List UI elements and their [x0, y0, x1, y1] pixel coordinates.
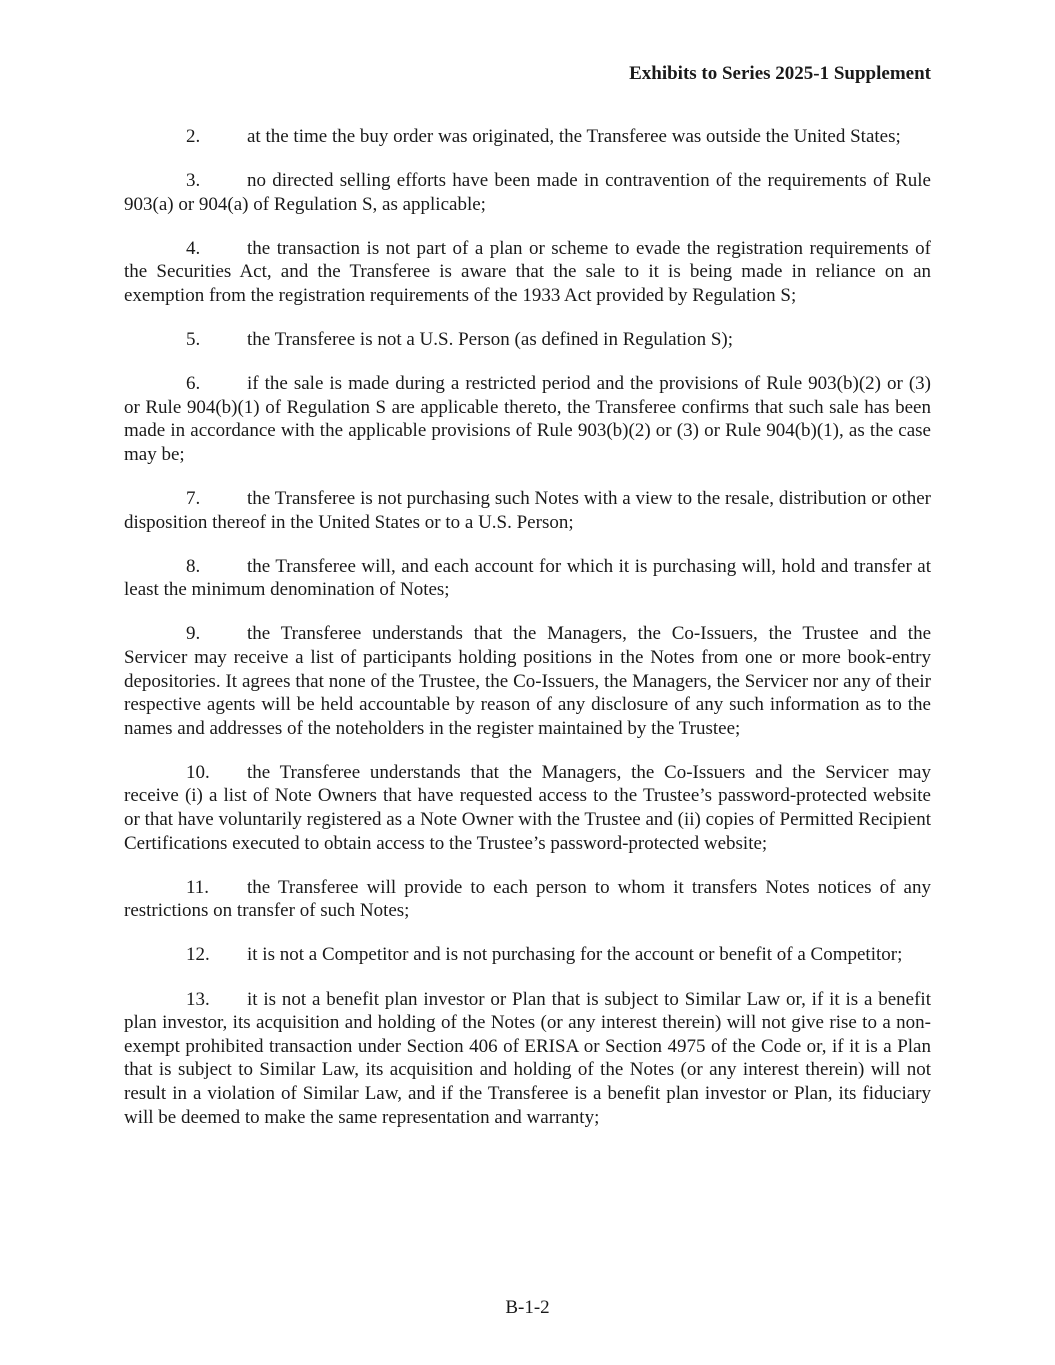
paragraph-number: 11. — [186, 876, 210, 898]
paragraph-number: 9. — [186, 623, 201, 645]
paragraph-text: no directed selling efforts have been made in contravention of the requirements of Rule 903(a) or 904(a) of Regulation S, as applicable; — [124, 170, 931, 215]
paragraph-number: 8. — [186, 555, 201, 577]
paragraph-text: it is not a Competitor and is not purchasing for the account or benefit of a Competitor; — [247, 944, 903, 966]
paragraph-text: the Transferee is not purchasing such Notes with a view to the resale, distribution or other disposition thereof in the United States or to a U.S. Person; — [124, 488, 931, 533]
paragraph-text: at the time the buy order was originated, the Transferee was outside the United States; — [247, 126, 901, 147]
paragraph-text: the Transferee will, and each account for which it is purchasing will, hold and transfer at least the minimum denomination of Notes; — [124, 555, 931, 601]
paragraph-text: the Transferee will provide to each person to whom it transfers Notes notices of any restrictions on transfer of such Notes; — [124, 876, 931, 922]
paragraph-9 — [124, 622, 931, 740]
paragraph-text: the Transferee is not a U.S. Person (as defined in Regulation S); — [247, 329, 734, 351]
paragraph-number: 10. — [186, 761, 210, 783]
paragraph-number: 2. — [186, 126, 201, 147]
paragraph-number: 5. — [186, 329, 201, 351]
paragraph-11 — [124, 876, 931, 923]
paragraph-number: 6. — [186, 373, 201, 395]
paragraph-text: the Transferee understands that the Managers, the Co-Issuers and the Servicer may receive (i) a list of Note Owners that have requested access to the Trustee’s password-protected website or that have voluntarily registered as a Note Owner with the Trustee and (ii) copies of Permitted Recipient Certifications executed to obtain access to the Trustee’s password-protected website; — [124, 761, 931, 854]
paragraph-text: it is not a benefit plan investor or Plan that is subject to Similar Law or, if it is a benefit plan investor, its acquisition and holding of the Notes (or any interest therein) will not give rise to a non-exempt prohibited transaction under Section 406 of ERISA or Section 4975 of the Code or, if it is a Plan that is subject to Similar Law, its acquisition and holding of the Notes (or any interest therein) will not result in a violation of Similar Law, and if the Transferee is a benefit plan investor or Plan, its fiduciary will be deemed to make the same representation and warranty; — [124, 988, 931, 1128]
paragraph-number: 3. — [186, 170, 201, 192]
paragraph-text: if the sale is made during a restricted period and the provisions of Rule 903(b)(2) or (3) or Rule 904(b)(1) of Regulation S are applicable thereto, the Transferee confirms that such sale has been made in accordance with the applicable provisions of Rule 903(b)(2) or (3) or Rule 904(b)(1), as the case may be; — [124, 373, 931, 465]
paragraph-2 — [124, 125, 931, 149]
paragraph-6 — [124, 372, 931, 466]
document-body — [124, 125, 931, 1150]
paragraph-8 — [124, 555, 931, 602]
paragraph-number: 7. — [186, 488, 201, 510]
paragraph-text: the Transferee understands that the Managers, the Co-Issuers, the Trustee and the Servicer may receive a list of participants holding positions in the Notes from one or more book-entry depositories. It agrees that none of the Trustee, the Co-Issuers, the Managers, the Servicer nor any of their respective agents will be held accountable by reason of any disclosure of any such information as to the names and addresses of the noteholders in the register maintained by the Trustee; — [124, 623, 931, 739]
page-number: B-1-2 — [505, 1297, 550, 1318]
paragraph-3 — [124, 169, 931, 216]
paragraph-13 — [124, 988, 931, 1130]
page-header-title: Exhibits to Series 2025-1 Supplement — [629, 63, 931, 84]
paragraph-10 — [124, 761, 931, 855]
paragraph-5 — [124, 328, 931, 352]
paragraph-4 — [124, 237, 931, 308]
paragraph-text: the transaction is not part of a plan or scheme to evade the registration requirements of the Securities Act, and the Transferee is aware that the sale to it is being made in reliance on an exemption from the registration requirements of the 1933 Act provided by Regulation S; — [124, 237, 931, 306]
paragraph-12 — [124, 943, 931, 967]
paragraph-number: 12. — [186, 944, 210, 966]
paragraph-number: 13. — [186, 988, 210, 1010]
paragraph-number: 4. — [186, 237, 201, 259]
paragraph-7 — [124, 487, 931, 534]
